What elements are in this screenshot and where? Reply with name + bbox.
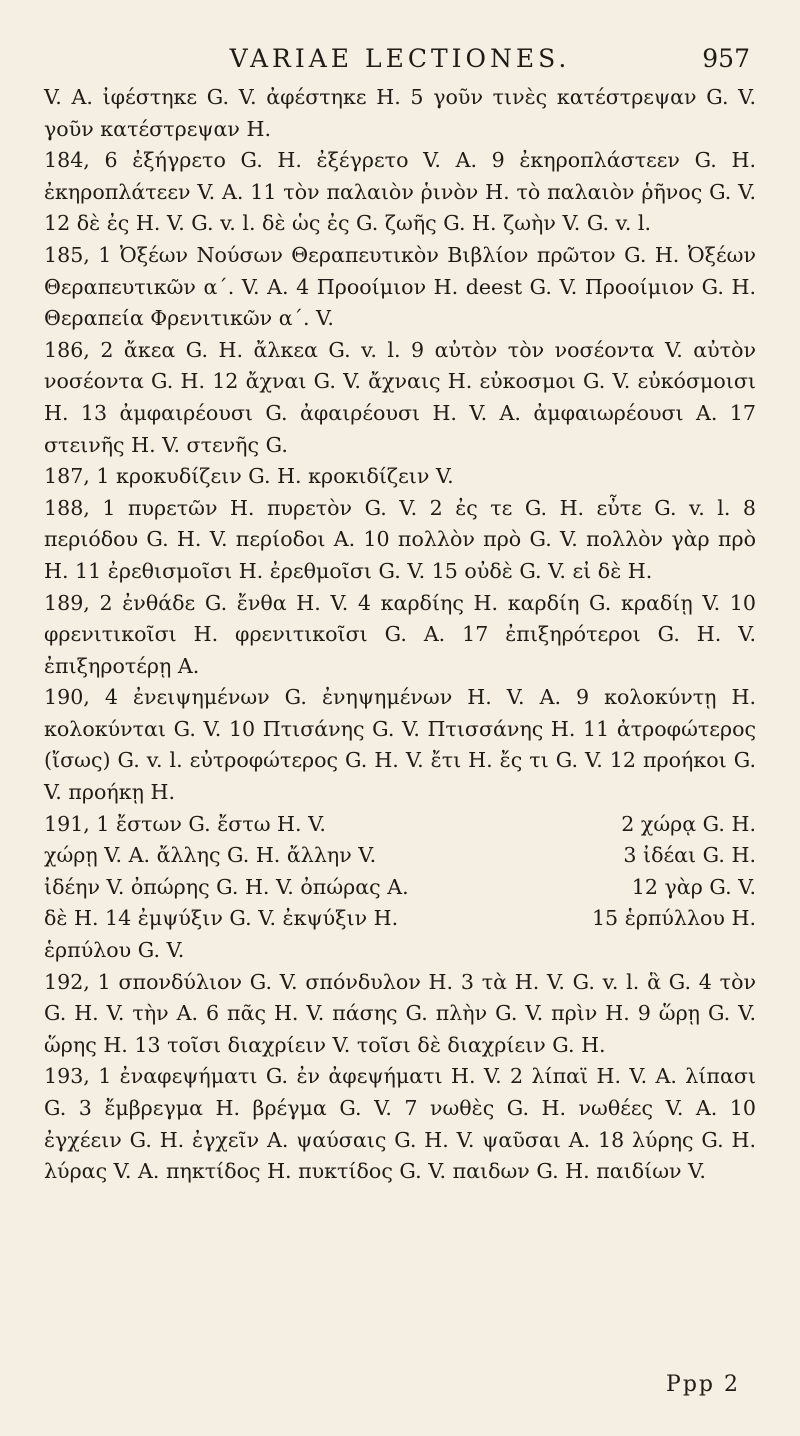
entry-text: 191, 1 ἔστων G. ἔστω H. V. [44, 811, 326, 836]
apparatus-entry: 184, 6 ἐξήγρετο G. H. ἐξέγρετο V. A. 9 ἐκηροπλάστεεν G. H. ἐκηροπλάτεεν V. A. 11 τὸν παλαιὸν ῥινὸν H. τὸ παλαιὸν ῥῆνος G. V. 12 δὲ ἐς H. V. G. v. l. δὲ ὡς ἐς G. ζωῆς G. H. ζωὴν V. G. v. l. [44, 148, 756, 236]
entry-text: δὲ H. 14 ἐμψύξιν G. V. ἐκψύξιν H. [44, 906, 399, 931]
entry-text: ἑρπύλου G. V. [44, 938, 185, 963]
apparatus-entry: 186, 2 ἄκεα G. H. ἄλκεα G. v. l. 9 αὐτὸν τὸν νοσέοντα V. αὐτὸν νοσέοντα G. H. 12 ἄχναι G. V. ἄχναις H. εὐκοσμοι G. V. εὐκόσμοισι H. 13 ἀμφαιρέουσι G. ἀφαιρέουσι H. V. A. ἀμφαιωρέουσι A. 17 στεινῆς H. V. στενῆς G. [44, 337, 756, 457]
entry-text: χώρῃ V. A. ἄλλης G. H. ἄλλην V. [44, 843, 377, 868]
apparatus-entry: V. A. ἰφέστηκε G. V. ἀφέστηκε H. 5 γοῦν τινὲς κατέστρεψαν G. V. γοῦν κατέστρεψαν H. [44, 85, 756, 141]
entry-line [44, 903, 756, 935]
entry-line [44, 840, 756, 872]
apparatus-entry: 190, 4 ἐνειψημένων G. ἐνηψημένων H. V. A. 9 κολοκύντῃ H. κολοκύνται G. V. 10 Πτισάνης G. V. Πτισσάνης H. 11 ἀτροφώτερος (ἴσως) G. v. l. εὐτροφώτερος G. H. V. ἔτι H. ἔς τι G. V. 12 προήκοι G. V. προήκῃ H. [44, 685, 756, 805]
signature-mark: Ppp 2 [666, 1372, 740, 1397]
entry-text: 15 ἑρπύλλου H. [591, 906, 756, 931]
apparatus-entry: 189, 2 ἐνθάδε G. ἔνθα H. V. 4 καρδίης H. καρδίη G. κραδίῃ V. 10 φρενιτικοῖσι H. φρενιτικοῖσι G. A. 17 ἐπιξηρότεροι G. H. V. ἐπιξηροτέρῃ A. [44, 590, 756, 678]
apparatus-entry: 185, 1 Ὀξέων Νούσων Θεραπευτικὸν Βιβλίον πρῶτον G. H. Ὀξέων Θεραπευτικῶν α΄. V. A. 4 Προοίμιον H. deest G. V. Προοίμιον G. H. Θεραπεία Φρενιτικῶν α΄. V. [44, 242, 756, 331]
running-title: VARIAE LECTIONES. [229, 44, 571, 73]
entry-line [44, 872, 756, 904]
apparatus-entry: 192, 1 σπονδύλιον G. V. σπόνδυλον H. 3 τὰ H. V. G. v. l. ἃ G. 4 τὸν G. H. V. τὴν A. 6 πᾶς H. V. πάσης G. πλὴν G. V. πρὶν H. 9 ὥρῃ G. V. ὥρης H. 13 τοῖσι διαχρίειν V. τοῖσι δὲ διαχρίειν G. H. [44, 969, 756, 1057]
apparatus-entry: 187, 1 κροκυδίζειν G. H. κροκιδίζειν V. [44, 464, 454, 489]
entry-text: 3 ἰδέαι G. H. [623, 843, 756, 868]
entry-line [44, 935, 756, 967]
entry-line [44, 809, 756, 841]
entry-text: 12 γὰρ G. V. [631, 874, 756, 899]
entry-text: ἰδέην V. ὀπώρης G. H. V. ὀπώρας A. [44, 874, 409, 899]
page-number: 957 [702, 44, 750, 73]
page-header [44, 30, 756, 82]
apparatus-entry: 188, 1 πυρετῶν H. πυρετὸν G. V. 2 ἐς τε G. H. εὖτε G. v. l. 8 περιόδου G. H. V. περίοδοι A. 10 πολλὸν πρὸ G. V. πολλὸν γὰρ πρὸ H. 11 ἐρεθισμοῖσι H. ἐρεθμοῖσι G. V. 15 οὐδὲ G. V. εἰ δὲ H. [44, 495, 756, 583]
apparatus-entry: 193, 1 ἐναφεψήματι G. ἐν ἀφεψήματι H. V. 2 λίπαϊ H. V. A. λίπασι G. 3 ἔμβρεγμα H. βρέγμα G. V. 7 νωθὲς G. H. νωθέες V. A. 10 ἐγχέειν G. H. ἐγχεῖν A. ψαύσαις G. H. V. ψαῦσαι A. 18 λύρης G. H. λύρας V. A. πηκτίδος H. πυκτίδος G. V. παιδων G. H. παιδίων V. [44, 1064, 756, 1184]
apparatus-body [44, 82, 756, 1188]
apparatus-entry-191 [44, 809, 756, 967]
entry-text: 2 χώρᾳ G. H. [621, 811, 756, 836]
